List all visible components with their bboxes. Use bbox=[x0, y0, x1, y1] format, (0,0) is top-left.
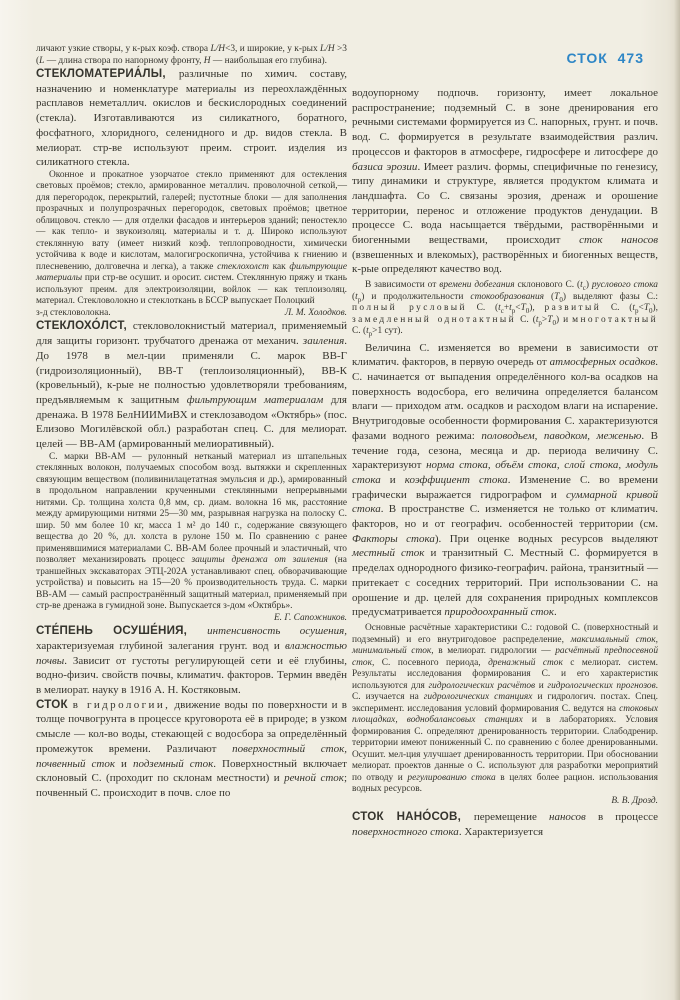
right-column bbox=[352, 48, 658, 839]
entry-stok-nanosov: СТОК НАНО́СОВ, перемещение наносов в процессе поверхностного стока. Характеризуется bbox=[352, 810, 659, 838]
page-number: 473 bbox=[617, 50, 644, 66]
running-head-title: СТОК bbox=[566, 50, 608, 66]
entry-stok: СТОК в гидрологии, движение воды по поверхности и в толще почвогрунта в процессе круговорота её в природе; в узком смысле — кол-во воды, стекающей с водосбора за определённый промежуток времени. Различают поверхностный сток, почвенный сток и подземный сток. Поверхностный включает склоновый С. (проходит по склонам местности) и речной сток; почвенный С. происходит в почв. слое по bbox=[36, 697, 347, 799]
signature-drozd: В. В. Дрозд. bbox=[611, 795, 658, 806]
left-column bbox=[36, 44, 347, 801]
stok-phases-small-print: В зависимости от времени добегания склонового С. $(t_с)$ руслового стока $(t_р)$ и продолжительности стокообразования $(T_0)$ выделяют фазы С.: полный русловый С. $(t_с+t_р<T_0)$, развитый С. $(t_р<T_0)$, замедленный однотактный С. $(t_р>T_0)$ и многотактный С. ($t_р>1$ сут). bbox=[352, 280, 659, 339]
stok-continuation-paragraph: водоупорному подпочв. горизонту, имеет локальное распространение; подземный С. в зоне дренирования его речными системами формируется из С. напорных, грунт. и почв. вод. С. формируется в результате взаимодействия различ. процессов и факторов в атмосфере, гидросфере и литосфере до базиса эрозии. Имеет различ. формы, специфичные по генезису, типу динамики и структуре, является продуктом климата и ландшафта. Со С. связаны эрозия, дренаж и орошение территории, перенос и отложение продуктов денудации. В процессе С. вода насыщается твёрдыми, растворёнными и биогенными веществами, происходит сток наносов (взвешенных и влекомых), растворённых и биогенных веществ, к-рые определяют качество вод. bbox=[352, 87, 658, 276]
continuation-paragraph: личают узкие створы, у к-рых коэф. створа L/H<3, и широкие, у к-рых L/H >3 (L — длина створа по напорному фронту, H — наибольшая его глубина). bbox=[36, 44, 347, 66]
stok-characteristics-small-print: Основные расчётные характеристики С.: годовой С. (поверхностный и подземный) и его внутригодовое распределение, максимальный сток, минимальный сток, в мелиорат. гидрологии — расчётный предпосевной сток, С. посевного периода, дренажный сток с мелиорат. систем. Результаты исследования формирования С. и его характеристик используются для гидрологических расчётов и гидрологических прогнозов. С. изучается на гидрологических станциях и гидрологич. постах. Спец. эксперимент. исследования условий формирования С. ведутся на стоковых площадках, воднобалансовых станциях и в лабораториях. Условия формирования С. определяют дренированность территории. Слабодренир. территории имеют пониженный С. по сравнению с более дренированными. Осушит. мел-ция улучшает дренированность территории. При обосновании мелиорат. проектов данные о С. используют для разработки мероприятий по отводу и регулированию стока в целях более рацион. использования водных ресурсов. bbox=[352, 623, 659, 794]
signature-sapozhnikov: Е. Г. Сапожников. bbox=[273, 612, 347, 623]
stok-velichina-paragraph: Величина С. изменяется во времени в зависимости от климатич. факторов, в первую очередь от атмосферных осадков. С. начинается от выпадения определённого кол-ва осадков на поверхность водосбора, его величина определяется балансом влаги — приходом атм. осадков и расходом влаги на испарение. Внутригодовые особенности формирования С. характеризуются фазами водного режима: половодьем, паводком, меженью. В течение года, сезона, месяца и др. периода величину С. характеризуют норма стока, объём стока, слой стока, модуль стока и коэффициент стока. Изменение С. во времени графически выражается гидрографом и суммарной кривой стока. В пространстве С. изменяется не только от климатич. факторов, но и от географич. особенностей территории (см. Факторы стока). При оценке водных ресурсов выделяют местный сток и транзитный С. Местный С. формируется в пределах однородного физико-географич. района, транзитный — притекает с соседних территорий. При использовании С. на орошение и др. целей для сохранения природных комплексов предусматривается природоохранный сток. bbox=[352, 341, 659, 619]
signature-kholodkov: з-д стекловолокна. Л. М. Холодков. bbox=[36, 307, 347, 318]
steklokholst-small-print: С. марки ВВ-АМ — рулонный нетканый материал из штапельных стеклянных волокон, получаемых способом возд. вытяжки и скрепленных связующим веществом (поливинилацетатная эмульсия и др.), армированный в продольном направлении крученными стеклянными непрерывными нитями. Ср. толщина холста 0,8 мм, ср. диам. волокна 16 мк, расстояние между армирующими нитями 25—30 мм, разрывная нагрузка на полоску С. шир. 50 мм более 10 кг, масса 1 м² до 140 г., содержание связующего вещества до 20 %, дл. холста в рулоне 150 м. По сравнению с ранее применявшимися материалами С. ВВ-АМ более прочный и эластичный, что позволяет механизировать процесс защиты дренажа от заиления (на траншейных экскаваторах ЭТЦ-202А устанавливают спец. обворачивающие устройства) и повысить на 15—20 % производительность труда. С. марки ВВ-АМ — самый распространённый защитный материал, применяемый при стр-ве дренажа в гумидной зоне. Выпускается з-дом «Октябрь». bbox=[36, 451, 347, 612]
steklomaterialy-small-print: Оконное и прокатное узорчатое стекло применяют для остекления световых проёмов; стекло, армированное металлич. проволочной сеткой,— для перегородок, перекрытий, галерей; пустотные блоки — для заполнения прозрачных и полупрозрачных перегородок, световых проёмов; цветное облицовоч. стекло — для отделки фасадов и интерьеров зданий; пеностекло — как тепло- и звукоизоляц. материалы и т. д. Широко используют стеклянную вату (имеет низкий коэф. теплопроводности, химически устойчива к воде и кислотам, малогигроскопична, устойчива к гниению и плесневению, долговечна и легка), а также стеклохолст как фильтрующие материалы при стр-ве осушит. и оросит. систем. Стеклянную пряжу и ткань используют преим. для электроизоляции, войлок — как теплоизоляц. материал. Стекловолокно и стеклоткань в БССР выпускает Полоцкий bbox=[36, 169, 347, 307]
entry-steklomaterialy: СТЕКЛОМАТЕРИА́ЛЫ, различные по химич. составу, назначению и номенклатуре материалы из переохлаждённых расплавов неметаллич. окислов и бескислородных соединений (стекла). Изготавливаются из силикатного, боратного, фосфатного, хлоридного, селенидного и др. видов стекла. В мелиорат. стр-ве используют преим. строит. изделия из силикатного стекла. bbox=[36, 67, 348, 169]
entry-steklokholst: СТЕКЛОХО́ЛСТ, стекловолокнистый материал, применяемый для защиты горизонт. трубчатого дренажа от механич. заиления. До 1978 в мел-ции применяли С. марок ВВ-Г (гидроизоляционный), ВВ-Т (теплоизоляционный), ВВ-К (кровельный), к-рые не полностью удовлетворяли требованиям, предъявляемым к защитным фильтрующим материалам для дренажа. В 1978 БелНИИМиВХ и стеклозаводом «Октябрь» (пос. Елизово Могилёвской обл.) разработан спец. С. для мелиорат. целей — ВВ-АМ (армированный мелиоративный). bbox=[36, 319, 347, 451]
running-head bbox=[352, 50, 658, 66]
entry-stepen-osusheniya: СТЕ́ПЕНЬ ОСУШЕ́НИЯ, интенсивность осушения, характеризуемая глубиной залегания грунт. вод и влажностью почвы. Зависит от густоты регулирующей сети и её глубины, водно-физич. свойств почвы, климатич. факторов. Термин введён в мелиорат. науку в 1916 А. Н. Костяковым. bbox=[36, 624, 347, 697]
